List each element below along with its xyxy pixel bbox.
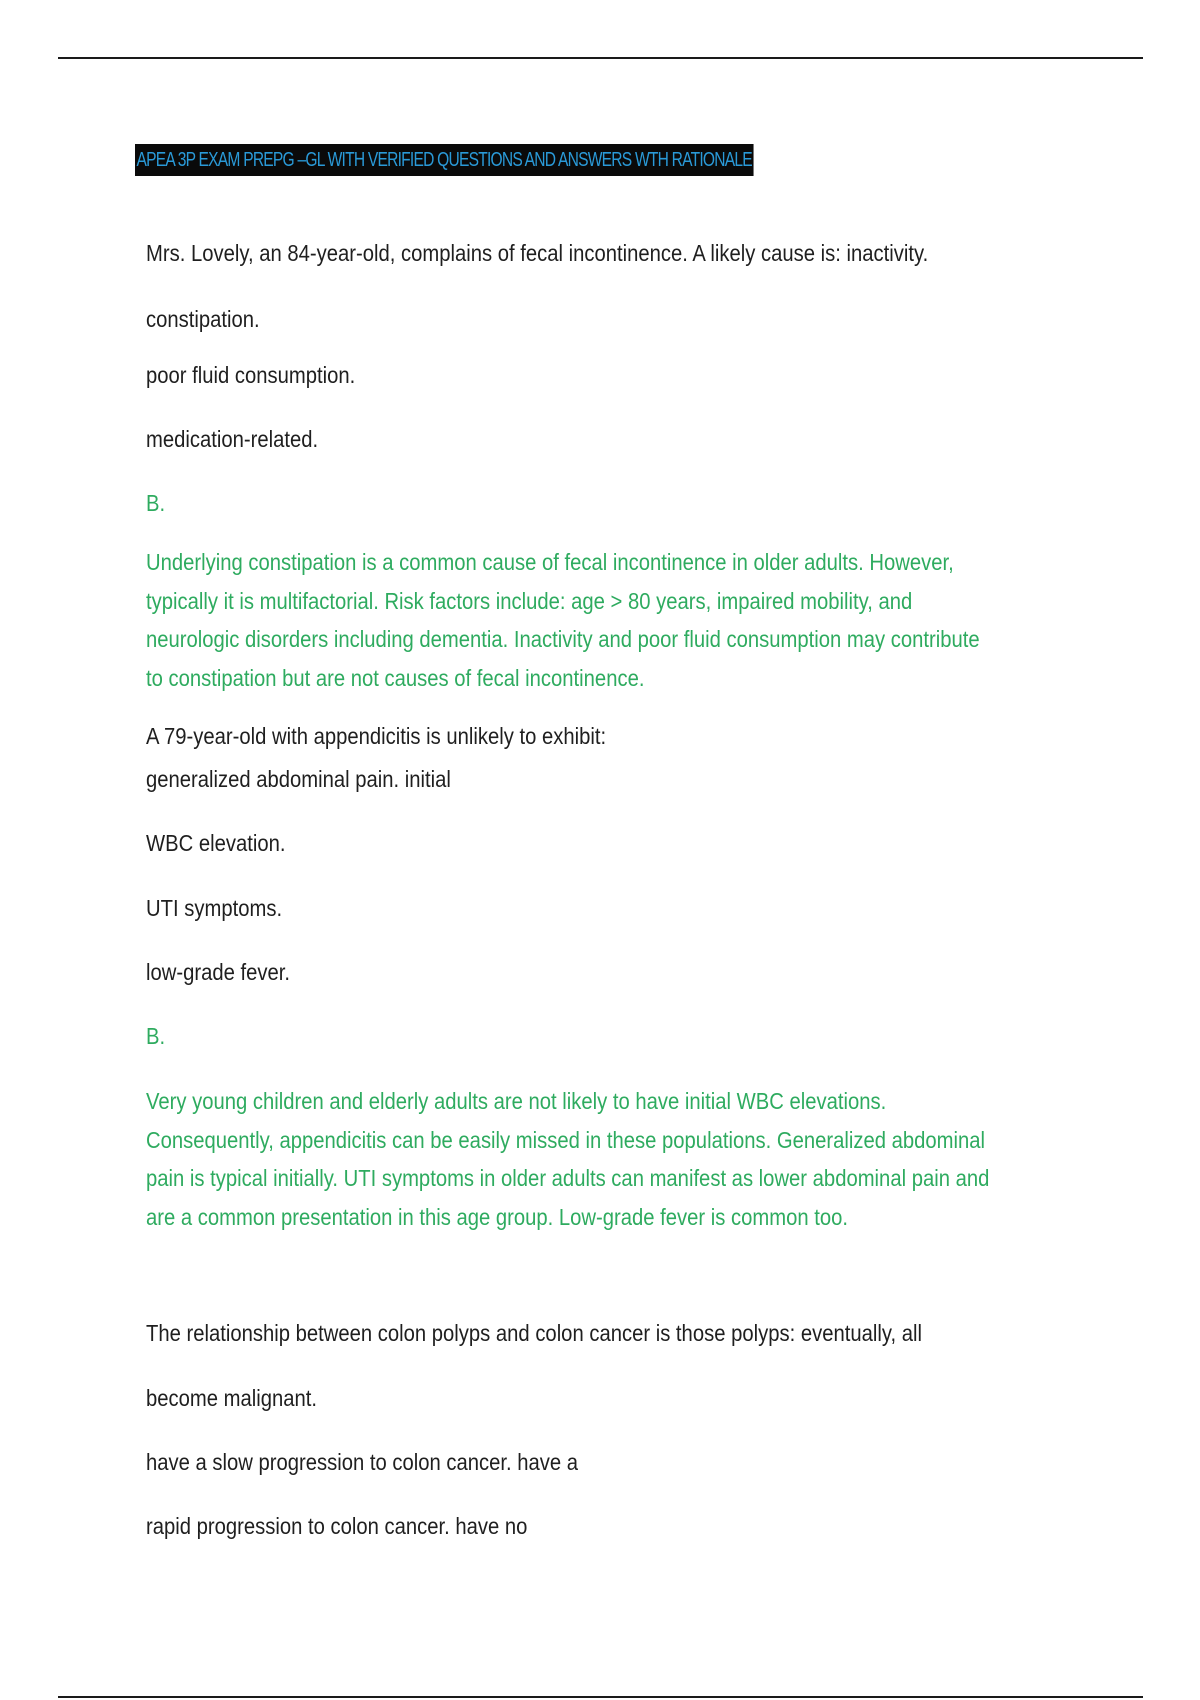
question-1-option: medication-related. bbox=[146, 426, 319, 452]
bottom-rule bbox=[58, 1696, 1143, 1698]
question-1-answer: B. bbox=[146, 490, 166, 516]
question-1-option: constipation. bbox=[146, 306, 260, 332]
question-3-option: have a slow progression to colon cancer. have a bbox=[146, 1449, 579, 1475]
top-rule bbox=[58, 57, 1143, 59]
question-1-option: poor fluid consumption. bbox=[146, 362, 356, 388]
question-1-stem: Mrs. Lovely, an 84-year-old, complains of fecal incontinence. A likely cause is: inactivity. bbox=[146, 240, 929, 266]
question-2-option: generalized abdominal pain. initial bbox=[146, 766, 451, 792]
rationale-line: Underlying constipation is a common cause of fecal incontinence in older adults. However, bbox=[146, 549, 954, 575]
rationale-line: Consequently, appendicitis can be easily missed in these populations. Generalized abdominal bbox=[146, 1126, 985, 1153]
rationale-line: neurologic disorders including dementia. Inactivity and poor fluid consumption may contribute bbox=[146, 626, 980, 652]
rationale-line: to constipation but are not causes of fecal incontinence. bbox=[146, 664, 645, 691]
question-2-rationale bbox=[146, 1082, 1026, 1236]
question-2-option: UTI symptoms. bbox=[146, 895, 283, 921]
rationale-line: are a common presentation in this age group. Low-grade fever is common too. bbox=[146, 1203, 849, 1230]
question-1-rationale bbox=[146, 543, 1026, 697]
rationale-line: Very young children and elderly adults are not likely to have initial WBC elevations. bbox=[146, 1088, 887, 1114]
question-3-stem: The relationship between colon polyps and colon cancer is those polyps: eventually, all bbox=[146, 1320, 922, 1346]
question-2-stem: A 79-year-old with appendicitis is unlikely to exhibit: bbox=[146, 723, 607, 749]
rationale-line: pain is typical initially. UTI symptoms in older adults can manifest as lower abdominal pain and bbox=[146, 1165, 990, 1191]
question-2-option: low-grade fever. bbox=[146, 959, 291, 985]
document-title: APEA 3P EXAM PREPG –GL WITH VERIFIED QUESTIONS AND ANSWERS WTH RATIONALE bbox=[135, 144, 753, 176]
question-3-option: rapid progression to colon cancer. have no bbox=[146, 1513, 528, 1539]
rationale-line: typically it is multifactorial. Risk factors include: age > 80 years, impaired mobility, and bbox=[146, 587, 913, 614]
question-2-answer: B. bbox=[146, 1023, 166, 1049]
question-2-option: WBC elevation. bbox=[146, 830, 286, 856]
question-3-option: become malignant. bbox=[146, 1385, 318, 1411]
